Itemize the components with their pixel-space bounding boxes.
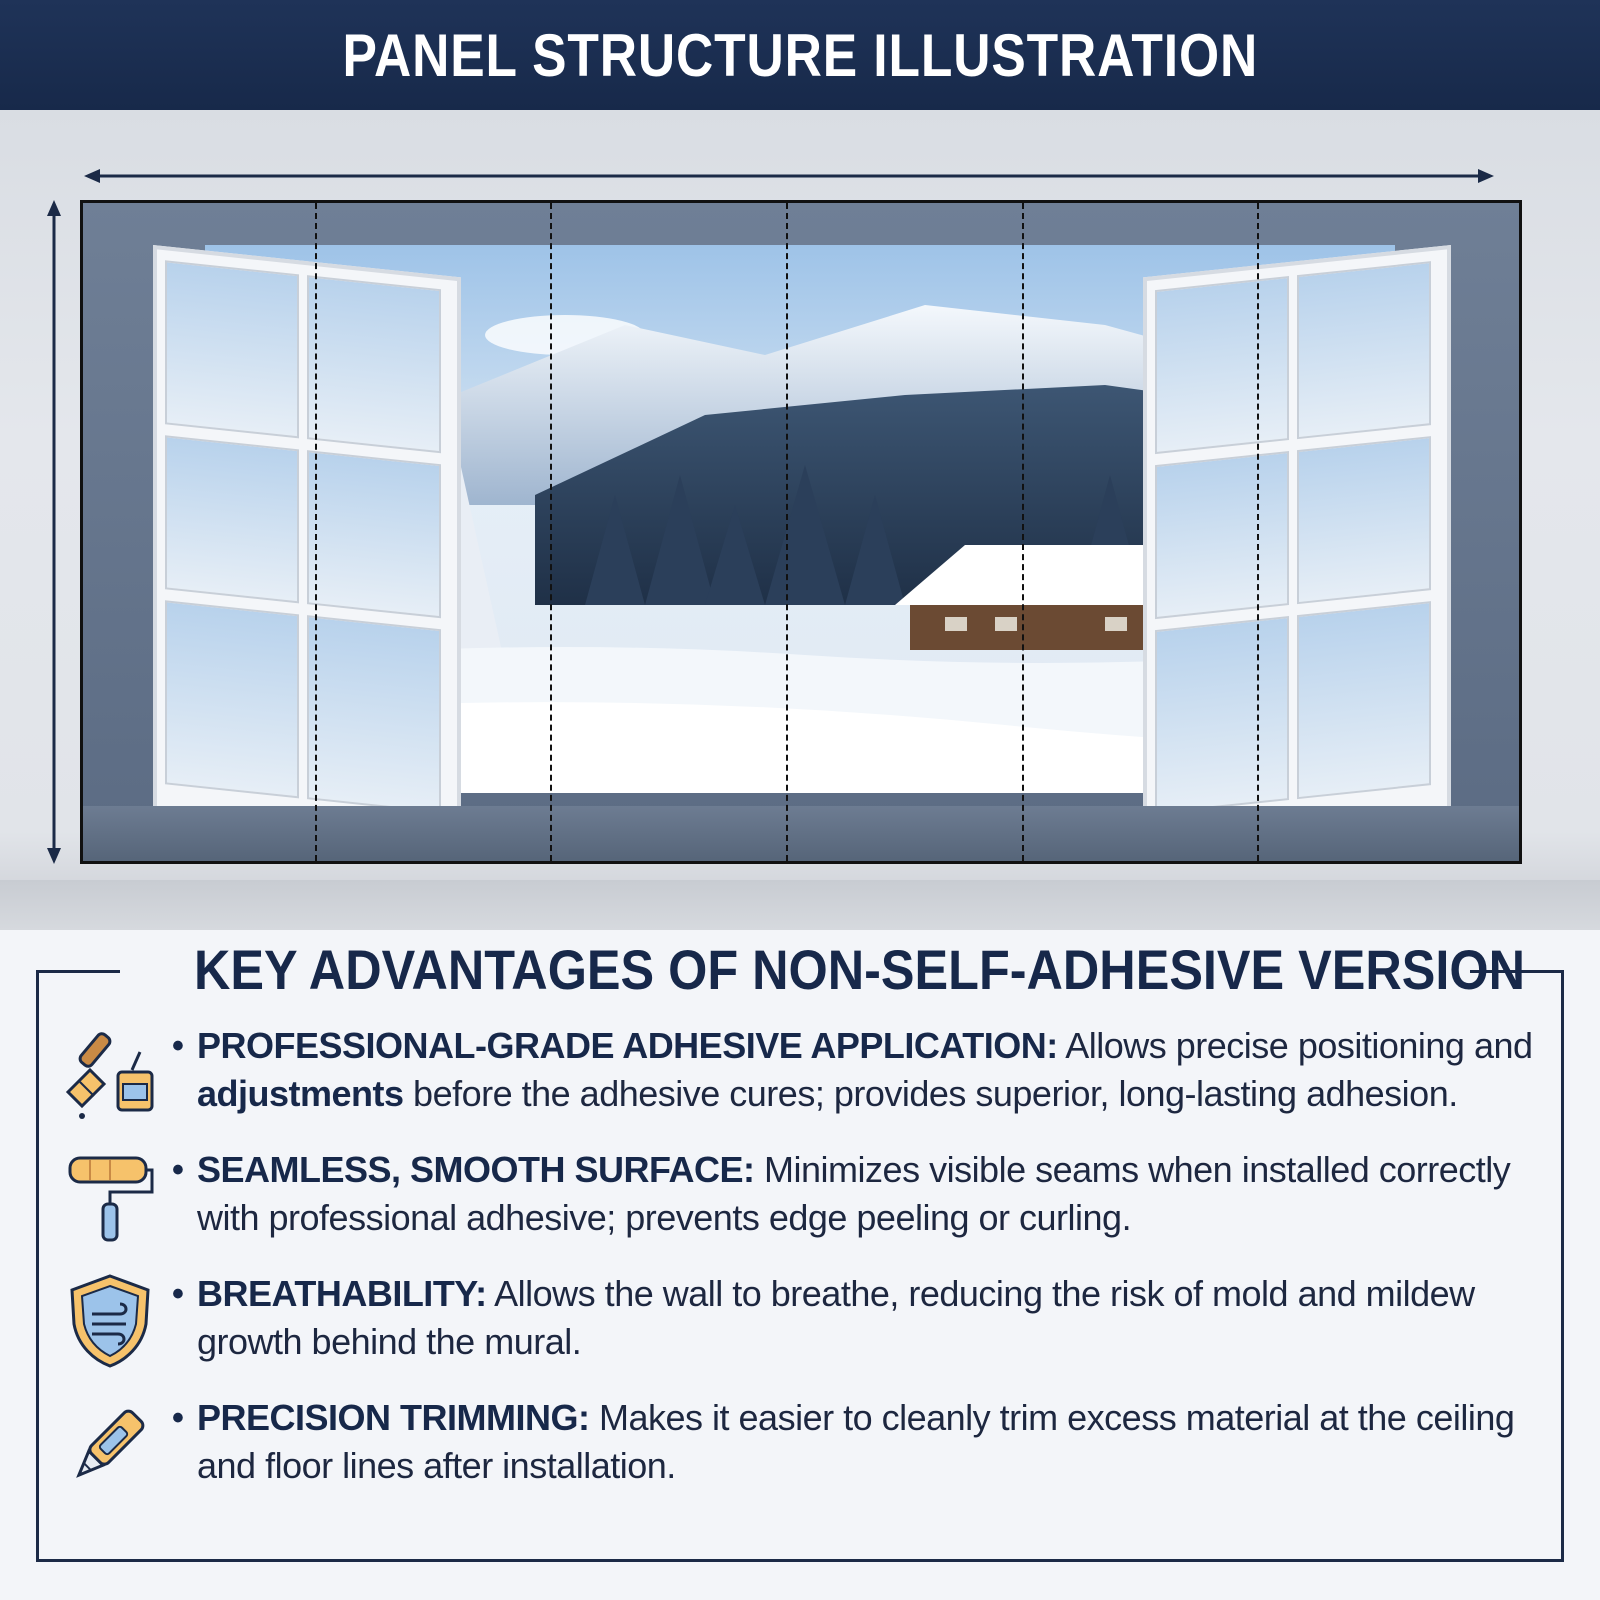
left-window-sash [153, 245, 461, 845]
utility-knife-icon [60, 1394, 160, 1494]
panel-divider [1257, 203, 1259, 861]
right-window-sash [1143, 245, 1451, 845]
panel-divider [550, 203, 552, 861]
paint-roller-icon [60, 1146, 160, 1246]
advantage-item: • PROFESSIONAL-GRADE ADHESIVE APPLICATION: Allows precise positioning and adjustments before the adhesive cures; provides superior, long-lasting adhesion. [60, 1022, 1540, 1142]
window-sill [83, 806, 1519, 861]
advantages-title: KEY ADVANTAGES OF NON-SELF-ADHESIVE VERSION [120, 930, 1470, 1010]
advantage-item: • PRECISION TRIMMING: Makes it easier to cleanly trim excess material at the ceiling and floor lines after installation. [60, 1394, 1540, 1514]
page-title: PANEL STRUCTURE ILLUSTRATION [342, 21, 1258, 89]
width-arrow [84, 166, 1494, 186]
header-banner [0, 0, 1600, 110]
floor [0, 880, 1600, 930]
panel-divider [1022, 203, 1024, 861]
panel-divider [786, 203, 788, 861]
paintbrush-icon [60, 1022, 160, 1122]
advantage-item: • BREATHABILITY: Allows the wall to breathe, reducing the risk of mold and mildew growth behind the mural. [60, 1270, 1540, 1390]
advantage-text: BREATHABILITY: Allows the wall to breathe, reducing the risk of mold and mildew growth behind the mural. [197, 1273, 1475, 1362]
shield-breathe-icon [60, 1270, 160, 1370]
advantages-section [0, 930, 1600, 1600]
panel-divider [315, 203, 317, 861]
advantage-text: SEAMLESS, SMOOTH SURFACE: Minimizes visible seams when installed correctly with professional adhesive; prevents edge peeling or curling. [197, 1149, 1511, 1238]
advantage-text: PROFESSIONAL-GRADE ADHESIVE APPLICATION: Allows precise positioning and adjustments before the adhesive cures; provides superior, long-lasting adhesion. [197, 1025, 1533, 1114]
advantage-text: PRECISION TRIMMING: Makes it easier to cleanly trim excess material at the ceiling and floor lines after installation. [197, 1397, 1515, 1486]
height-arrow [44, 200, 64, 864]
wall-mural [80, 200, 1522, 864]
advantage-item: • SEAMLESS, SMOOTH SURFACE: Minimizes visible seams when installed correctly with professional adhesive; prevents edge peeling or curling. [60, 1146, 1540, 1266]
